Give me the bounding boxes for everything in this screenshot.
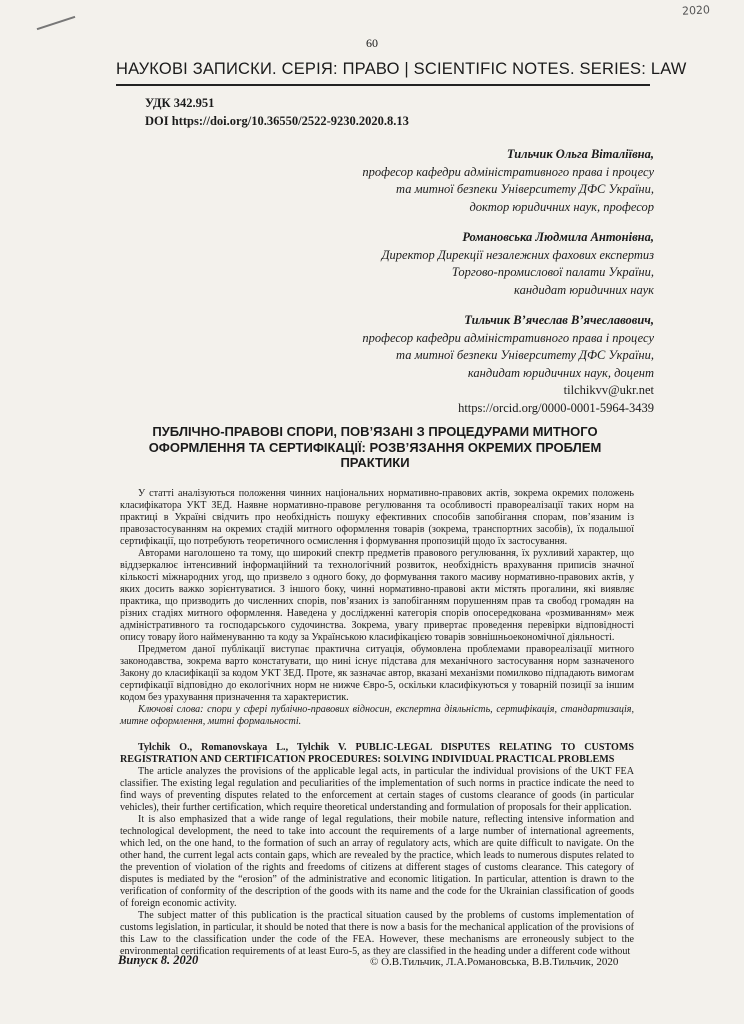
keywords: Ключові слова: спори у сфері публічно-правових відносин, експертна діяльність, сертифікація, стандартизація, митне оформлення, митні формальності. [120,704,634,727]
author-name: Тильчик Ольга Віталіївна, [506,147,654,161]
author-name: Романовська Людмила Антонівна, [462,230,654,244]
abstract-paragraph: У статті аналізуються положення чинних національних нормативно-правових актів, зокрема окремих положень класифікатора УКТ ЗЕД. Наявне нормативно-правове регулювання та особливості правореалізації таких норм на практиці в Україні свідчить про необхідність пошуку ефективних способів запобігання спорам, пов’язаним із правозастосуванням на окремих стадій митного оформлення товарів (зокрема, транспортних засобів), їх подальшої сертифікації, що потребують теоретичного осмислення і формування пропозицій щодо їх застосування. [120,488,634,547]
page-number: 60 [366,36,378,50]
abstract-ukrainian [120,488,634,728]
author-affiliation: професор кафедри адміністративного права і процесу [362,330,654,345]
issue-number: Випуск 8. 2020 [118,953,199,967]
journal-header: НАУКОВІ ЗАПИСКИ. СЕРІЯ: ПРАВО | SCIENTIFIC NOTES. SERIES: LAW [116,60,687,78]
abstract-english [120,742,634,958]
udk-code: УДК 342.951 [145,96,215,110]
author-affiliation: Директор Дирекції незалежних фахових експертиз [381,247,654,262]
abstract-paragraph: The subject matter of this publication is the practical situation caused by the problems of customs implementation of customs legislation, in particular, it should be noted that there is now a basis for the mechanical application of the provisions of this Law to the classification under the code of the FEA. However, these mechanisms are erroneously subject to the environmental certification requirements of at least Euro-5, as they are classified in the heading under a different code without [120,910,634,957]
abstract-paragraph: The article analyzes the provisions of the applicable legal acts, in particular the individual provisions of the UKT FEA classifier. The existing legal regulation and peculiarities of the implementation of such norms in practice indicate the need to find ways of preventing disputes related to the enforcement at certain stages of customs clearance of goods (in particular vehicles), their further certification, which require theoretical understanding and formulation of proposals for their application. [120,766,634,813]
abstract-paragraph: It is also emphasized that a wide range of legal regulations, their mobile nature, reflecting intensive information and technological development, the need to take into account the requirements of a large number of international agreements, which led, on the one hand, to the formation of such an array of regulatory acts, which are quite difficult to navigate. On the other hand, the current legal acts contain gaps, which are revealed by the practice, which leads to numerous disputes related to the prevention of violation of the rights and freedoms of citizens at different stages of customs clearance. This category of disputes is mediated by the “erosion” of the administrative and economic litigation. In particular, attention is drawn to the verification of conformity of the description of the goods with its name and the code for the Ukrainian classification of goods of foreign economic activity. [120,814,634,909]
header-rule [116,84,650,86]
author-degree: доктор юридичних наук, професор [469,199,654,214]
doi-link[interactable]: DOI https://doi.org/10.36550/2522-9230.2020.8.13 [145,114,409,128]
pen-mark [37,16,76,30]
author-email[interactable]: tilchikvv@ukr.net [563,383,654,397]
handwritten-year-note: 2020 [681,3,711,18]
author-affiliation: професор кафедри адміністративного права і процесу [362,164,654,179]
author-name: Тильчик В’ячеслав В’ячеславович, [464,313,654,327]
copyright-notice: © О.В.Тильчик, Л.А.Романовська, В.В.Тильчик, 2020 [370,956,619,968]
english-title: Tylchik O., Romanovskaya L., Tylchik V. PUBLIC-LEGAL DISPUTES RELATING TO CUSTOMS REGISTRATION AND CERTIFICATION PROCEDURES: SOLVING INDIVIDUAL PRACTICAL PROBLEMS [120,742,634,765]
author-block-1 [362,146,654,216]
author-affiliation: та митної безпеки Університету ДФС України, [396,348,654,362]
author-degree: кандидат юридичних наук, доцент [467,365,654,380]
author-block-3 [362,312,654,417]
author-degree: кандидат юридичних наук [514,282,654,297]
author-affiliation: та митної безпеки Університету ДФС України, [396,182,654,196]
abstract-paragraph: Авторами наголошено та тому, що широкий спектр предметів правового регулювання, їх рухливий характер, що віддзеркалює інтенсивний інформаційний та технологічний розвиток, необхідність врахування приписів значної кількості міжнародних угод, що призвело з одного боку, до формування такого масиву нормативно-правових актів, у яких досить важко зорієнтуватися. З іншого боку, чинні нормативно-правові акти містять прогалини, які виявляє практика, що призводить до численних спорів, пов’язаних із запобіганням порушенням прав та свобод громадян на різних стадіях митного оформлення. Наведена у дослідженні категорія спорів опосередкована «розмиванням» меж адміністративного та господарського судочинства. Зокрема, увагу привертає проведення перевірки відповідності опису товару його найменуванню та коду за Українською класифікацією товарів зовнішньоекономічної діяльності. [120,548,634,643]
author-affiliation: Торгово-промислової палати України, [451,265,654,279]
author-orcid[interactable]: https://orcid.org/0000-0001-5964-3439 [458,400,654,415]
article-title: ПУБЛІЧНО-ПРАВОВІ СПОРИ, ПОВ’ЯЗАНІ З ПРОЦЕДУРАМИ МИТНОГО ОФОРМЛЕННЯ ТА СЕРТИФІКАЦІЇ: РОЗВ’ЯЗАННЯ ОКРЕМИХ ПРОБЛЕМ ПРАКТИКИ [148,424,602,470]
author-block-2 [382,229,654,299]
abstract-paragraph: Предметом даної публікації виступає практична ситуація, обумовлена проблемами правореалізації митного законодавства, зокрема варто констатувати, що нині існує підстава для механічного застосування норм зазначеного Закону до класифікації за кодом УКТ ЗЕД. Проте, як зазначає автор, вказані механізми помилково підпадають вимогам сертифікації відповідно до екологічних норм не нижче Євро-5, оскільки класифікуються у товарній позиції за іншим кодом без урахування призначення та характеристик. [120,644,634,703]
